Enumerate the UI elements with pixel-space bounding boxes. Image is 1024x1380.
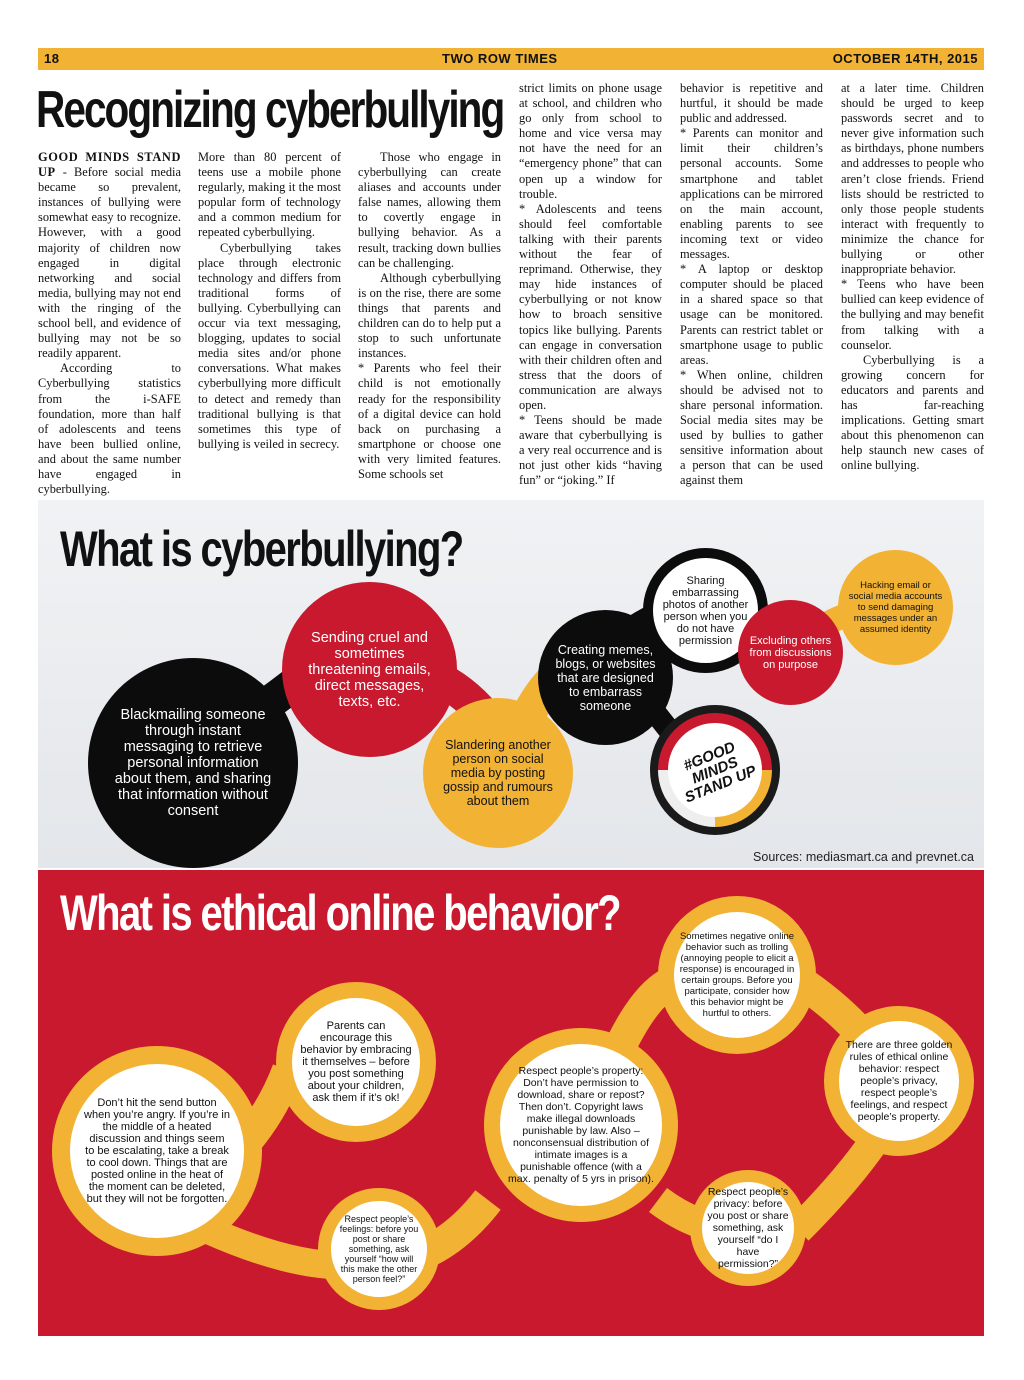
bubble-text: Don’t hit the send button when you’re angry. If you’re in the middle of a heated discussion and things seem to be escalating, take a break to cool down. Things that are posted online in the heat of the moment can be deleted, but they will not be forgotten. <box>84 1097 230 1205</box>
issue-date: OCTOBER 14TH, 2015 <box>832 51 978 66</box>
page-header-bar <box>38 48 984 70</box>
paragraph: Although cyberbullying is on the rise, there are some things that parents and children can do to help put a stop to such unfortunate instances. <box>358 270 501 361</box>
paragraph: * A laptop or desktop computer should be placed in a shared space so that usage can be monitored. Parents can restrict tablet or smartphone usage to public areas. <box>680 262 823 367</box>
bubble-text: Sometimes negative online behavior such as trolling (annoying people to elicit a response) is encouraged in certain groups. Before you participate, consider how this behavior might be hurtful to others. <box>679 931 795 1019</box>
bubble-sending-cruel <box>282 582 457 757</box>
paragraph: * Teens should be made aware that cyberbullying is a very real occurrence and is not just other kids “having fun” or “joking.” If <box>519 413 662 488</box>
paragraph: * Teens who have been bullied can keep evidence of the bullying and may benefit from talking with a counselor. <box>841 277 984 352</box>
paragraph: Those who engage in cyberbullying can create aliases and accounts under false names, allowing them to covertly engage in bullying behavior. As a result, tracking down bullies can be challenging. <box>358 150 501 270</box>
paragraph: behavior is repetitive and hurtful, it should be made public and addressed. <box>680 81 823 126</box>
bubble-text: Slandering another person on social media by posting gossip and rumours about them <box>443 738 553 808</box>
bubble-text: Respect people’s property: Don’t have permission to download, share or repost? Then don’t. Copyright laws make illegal downloads punishable by law. Also – nonconsensual distribution of intimate images is a punishable offence (with a max. penalty of 5 yrs in prison). <box>508 1065 654 1185</box>
good-minds-logo <box>650 705 780 835</box>
bubble-respect-property <box>500 1044 662 1206</box>
bubble-text: Hacking email or social media accounts to send damaging messages under an assumed identity <box>848 580 943 635</box>
article-column-2 <box>198 150 341 452</box>
paragraph: * When online, children should be advised not to share personal information. Social media sites may be used by bullies to gather sensitive information about a person that can be used against them <box>680 367 823 488</box>
bubble-golden-rules <box>839 1021 959 1141</box>
article-column-3 <box>358 150 501 482</box>
article-column-5 <box>680 81 823 489</box>
bubble-text: Creating memes, blogs, or websites that are designed to embarrass someone <box>555 642 656 713</box>
paragraph: * Adolescents and teens should feel comfortable talking with their parents without the fear of reprimand. Otherwise, they may hide instances of cyberbullying or not know how to broach sensitive topics like bullying. Parents can engage in conversation with their children often and stress that the doors of communication are always open. <box>519 201 662 412</box>
article-column-6 <box>841 81 984 473</box>
ethical-behavior-infographic <box>38 870 984 1336</box>
paragraph: * Parents can monitor and limit their children’s personal accounts. Some smartphone and tablet applications can be mirrored on the main account, enabling parents to see incoming text or video messages. <box>680 126 823 262</box>
logo-face <box>668 723 762 817</box>
bubble-respect-privacy <box>702 1182 794 1274</box>
bubble-sometimes-negative <box>674 912 800 1038</box>
bubble-text: Sharing embarrassing photos of another person when you do not have permission <box>662 574 749 647</box>
logo-text: #GOOD MINDS STAND UP <box>681 738 759 806</box>
paragraph: * Parents who feel their child is not emotionally ready for the responsibility of a digital device can hold back on purchasing a smartphone or choose one with very limited features. Some schools set <box>358 361 501 481</box>
infographic-title: What is ethical online behavior? <box>60 885 621 941</box>
bubble-text: Blackmailing someone through instant messaging to retrieve personal information about them, and sharing that information without consent <box>114 707 272 819</box>
bubble-excluding-others <box>738 600 843 705</box>
bubble-blackmailing <box>88 658 298 868</box>
bubble-text: Sending cruel and sometimes threatening emails, direct messages, texts, etc. <box>308 629 431 710</box>
article-column-4 <box>519 81 662 489</box>
paragraph: Cyberbullying takes place through electronic technology and differs from traditional forms of bullying. Cyberbullying can occur via text messaging, blogging, updates to social media sites and/or phone conversations. What makes cyberbullying more difficult to detect and remedy than traditional bullying is that sometimes this type of bullying is veiled in secrecy. <box>198 240 341 451</box>
bubble-slandering <box>423 698 573 848</box>
bubble-text: Excluding others from discussions on purpose <box>749 634 832 671</box>
paragraph: According to Cyberbullying statistics from the i-SAFE foundation, more than half of adolescents and teens have been bullied online, and about the same number have engaged in cyberbullying. <box>38 361 181 497</box>
article-column-1 <box>38 150 181 497</box>
paragraph: Cyberbullying is a growing concern for educators and parents and has far-reaching implications. Getting smart about this phenomenon can help staunch new cases of online bullying. <box>841 352 984 473</box>
publication-name: TWO ROW TIMES <box>442 51 558 66</box>
cyberbullying-infographic <box>38 500 984 868</box>
article-lead: GOOD MINDS STAND UP <box>38 150 181 180</box>
article-headline: Recognizing cyberbullying <box>36 81 504 139</box>
paragraph: at a later time. Children should be urged to keep passwords secret and to never give information such as birthdays, phone numbers and addresses to people who aren’t close friends. Friend lists should be restricted to only those people students interact with frequently to minimize the chance for bullying or other inappropriate behavior. <box>841 81 984 277</box>
bubble-text: Respect people’s feelings: before you post or share something, ask yourself “how will this make the other person feel?” <box>339 1214 419 1284</box>
paragraph: - Before social media became so prevalent, instances of bullying were somewhat easy to recognize. However, with a good majority of children now engaged in digital networking and social media, bullying may not end with the ringing of the school bell, and evidence of bullying may not be so readily apparent. <box>38 165 181 361</box>
bubble-text: There are three golden rules of ethical online behavior: respect people’s privacy, respect people’s feelings, and respect people’s property. <box>845 1039 953 1123</box>
bubble-dont-hit-send <box>70 1064 244 1238</box>
paragraph: More than 80 percent of teens use a mobile phone regularly, making it the most popular form of technology and a common medium for repeated cyberbullying. <box>198 150 341 240</box>
bubble-parents-encourage <box>292 998 420 1126</box>
paragraph: strict limits on phone usage at school, and children who go only from school to home and vice versa may not have the need for an “emergency phone” that can open up a window for trouble. <box>519 81 662 201</box>
sources-note: Sources: mediasmart.ca and prevnet.ca <box>753 850 974 864</box>
bubble-respect-feelings <box>331 1201 427 1297</box>
infographic-title: What is cyberbullying? <box>60 521 463 577</box>
bubble-hacking-email <box>838 550 953 665</box>
bubble-text: Parents can encourage this behavior by embracing it themselves – before you post something about your children, ask them if it’s ok! <box>300 1020 412 1104</box>
bubble-text: Respect people’s privacy: before you post or share something, ask yourself “do I have permission?” <box>707 1186 789 1270</box>
page-number: 18 <box>44 51 60 66</box>
